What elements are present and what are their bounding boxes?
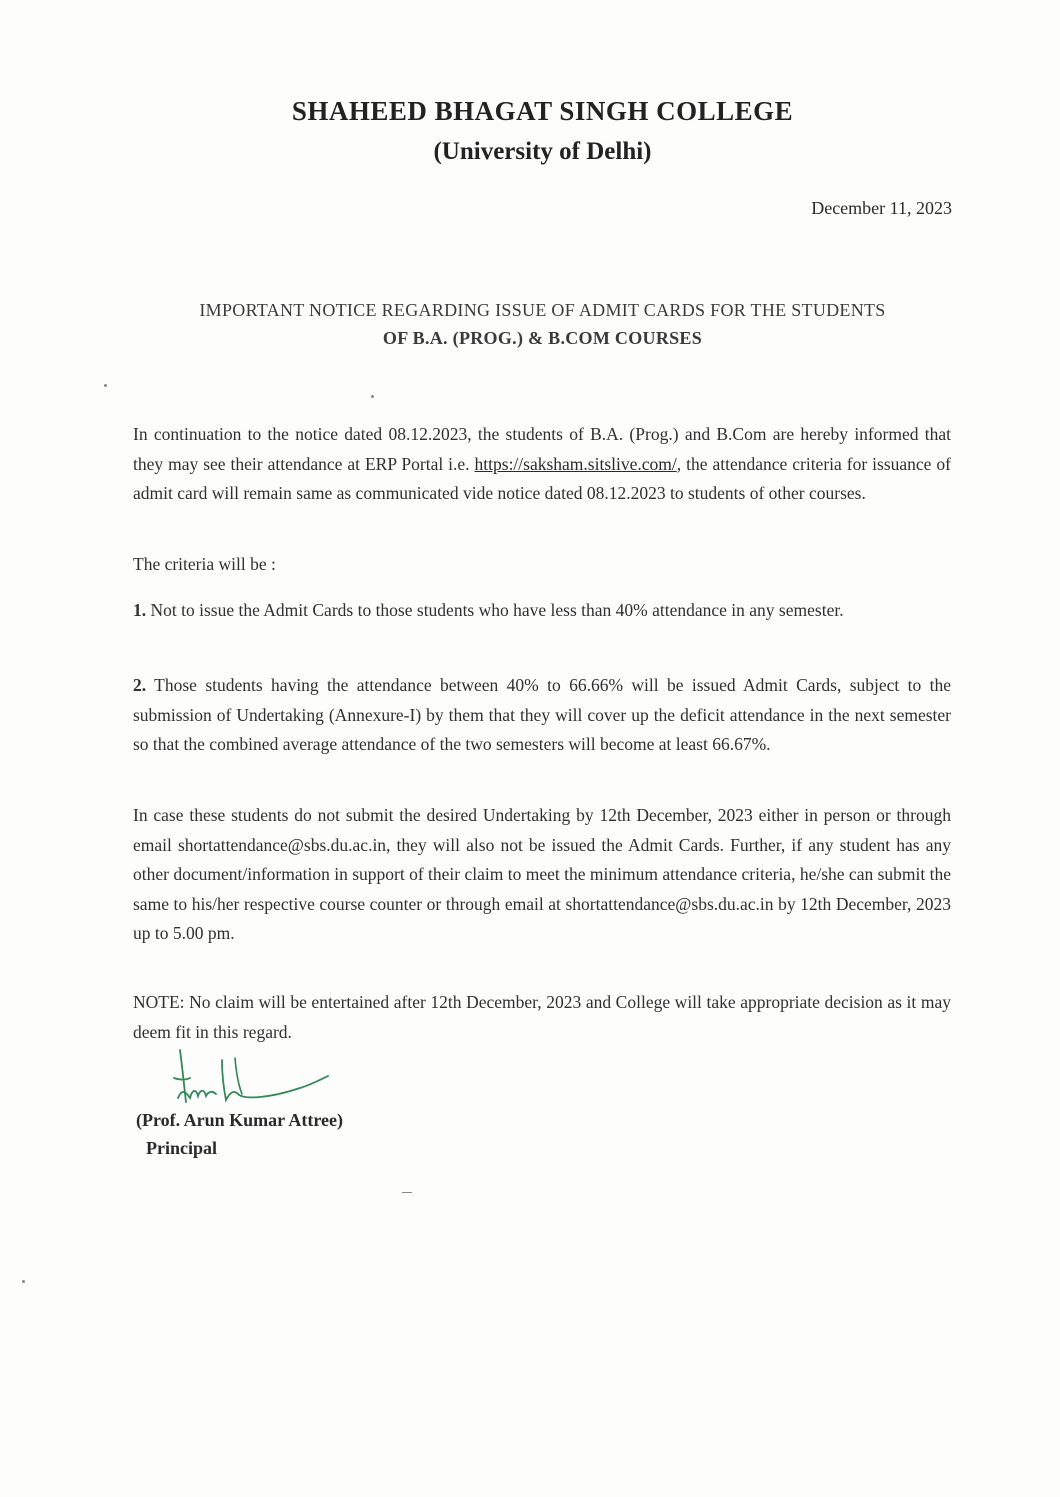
criteria-intro: The criteria will be : — [133, 554, 276, 574]
signatory-name: (Prof. Arun Kumar Attree) — [136, 1110, 343, 1130]
criteria-item-1-number: 1. — [133, 600, 147, 620]
paragraph-undertaking: In case these students do not submit the desired Undertaking by 12th December, 2023 either in person or through email shortattendance@sbs.du.ac.in, they will also not be issued the Admit Cards. Further, if any student has any other document/information in support of their claim to meet the minimum attendance criteria, he/she can submit the same to his/her respective course counter or through email at shortattendance@sbs.du.ac.in by 12th December, 2023 up to 5.00 pm. — [133, 805, 951, 943]
scan-speck — [22, 1280, 25, 1283]
scan-speck — [402, 1192, 412, 1193]
university-name: (University of Delhi) — [433, 138, 652, 165]
notice-title-line1: IMPORTANT NOTICE REGARDING ISSUE OF ADMIT CARDS FOR THE STUDENTS — [199, 300, 886, 320]
criteria-item-2-text: Those students having the attendance between 40% to 66.66% will be issued Admit Cards, subject to the submission of Undertaking (Annexure-I) by them that they will cover up the deficit attendance in the next semester so that the combined average attendance of the two semesters will become at least 66.67%. — [133, 675, 951, 754]
signature-image — [160, 1040, 340, 1120]
college-name: SHAHEED BHAGAT SINGH COLLEGE — [291, 96, 794, 126]
criteria-item-1 — [133, 596, 951, 626]
scan-speck — [371, 395, 374, 398]
notice-title-line2: OF B.A. (PROG.) & B.COM COURSES — [382, 328, 703, 348]
criteria-item-1-text: Not to issue the Admit Cards to those students who have less than 40% attendance in any semester. — [146, 600, 844, 620]
paragraph-continuation-text: In continuation to the notice dated 08.12.2023, the students of B.A. (Prog.) and B.Com are hereby informed that they may see their attendance at ERP Portal i.e. — [133, 424, 951, 474]
criteria-item-2-number: 2. — [133, 675, 147, 695]
criteria-item-2 — [133, 671, 951, 760]
signatory-title: Principal — [146, 1138, 217, 1158]
paragraph-continuation — [133, 420, 951, 509]
paragraph-continuation-tail: , the attendance criteria for issuance of admit card will remain same as communicated vide notice dated 08.12.2023 to students of other courses. — [133, 453, 951, 503]
erp-portal-link[interactable]: https://saksham.sitslive.com/ — [474, 453, 677, 474]
scan-speck — [104, 384, 107, 387]
notice-date: December 11, 2023 — [811, 198, 952, 218]
paragraph-note: NOTE: No claim will be entertained after 12th December, 2023 and College will take appropriate decision as it may deem fit in this regard. — [133, 992, 951, 1042]
